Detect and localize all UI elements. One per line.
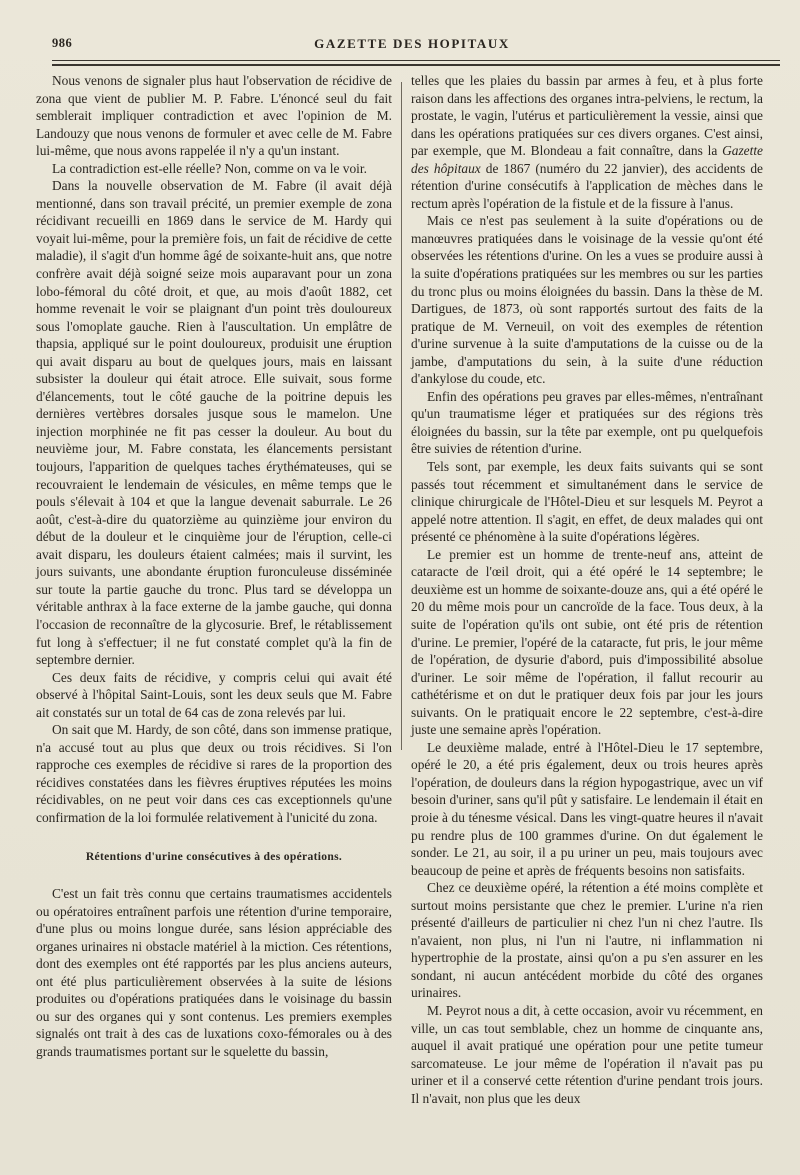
paragraph: Nous venons de signaler plus haut l'observation de récidive de zona que vient de publier M. P. Fabre. L'énoncé seul du fait semblerait impliquer contradiction et avec l'opinion de M. Landouzy que nous venons de formuler et avec celle de M. Fabre lui-même, que nous avons rappelée il n'y a qu'un instant. <box>36 73 392 159</box>
paragraph: Tels sont, par exemple, les deux faits suivants qui se sont passés tout récemment et simultanément dans le service de clinique chirurgicale de l'Hôtel-Dieu et sur lesquels M. Peyrot a appelé notre attention. Il s'agit, en effet, de deux malades qui ont présenté ce phénomène à la suite d'opérations légères. <box>411 459 763 545</box>
paragraph-text: de 1867 (numéro du 22 janvier), des accidents de rétention d'urine consécutifs à l'application de mèches dans le rectum après l'opération de la fistule et de la fissure à l'anus. <box>411 160 764 211</box>
journal-title: GAZETTE DES HOPITAUX <box>314 36 510 51</box>
paragraph: C'est un fait très connu que certains traumatismes accidentels ou opératoires entraînent parfois une rétention d'urine temporaire, d'une plus ou moins longue durée, sans lésion appréciable des organes urinaires ni obstacle matériel à la miction. Ces rétentions, dont des exemples ont été rapportés par les plus anciens auteurs, ont été plus particulièrement observées à la suite de lésions produites ou d'opérations pratiquées dans le voisinage du bassin ou sur des organes qui y sont contenus. Les premiers exemples signalés ont trait à des cas de luxations coxo-fémorales ou à des grands traumatismes portant sur le squelette du bassin, <box>36 886 392 1059</box>
paragraph: Le deuxième malade, entré à l'Hôtel-Dieu le 17 septembre, opéré le 20, a été pris également, deux ou trois heures après l'opération, de douleurs dans la région hypogastrique, avec un vif besoin d'uriner, sans qu'il pût y satisfaire. Le lendemain il était en proie à du ténesme vésical. Dans les vingt-quatre heures il n'avait pu rendre plus de 100 grammes d'urine. On dut également le sonder. Le 21, au soir, il a pu uriner un peu, mais toujours avec beaucoup de peine et après de fréquents besoins non satisfaits. <box>411 739 763 878</box>
section-heading: Rétentions d'urine consécutives à des opérations. <box>85 849 343 863</box>
journal-citation: Gazette des hôpitaux <box>411 143 763 176</box>
left-column <box>36 72 392 1061</box>
column-divider <box>401 82 402 750</box>
paragraph-continued <box>411 72 763 212</box>
paragraph: Ces deux faits de récidive, y compris celui qui avait été observé à l'hôpital Saint-Louis, sont les deux seuls que M. Fabre ait constatés sur un total de 64 cas de zona relevés par lui. <box>36 669 392 720</box>
paragraph: On sait que M. Hardy, de son côté, dans son immense pratique, n'a accusé tout au plus que deux ou trois récidives. Si l'on rapproche ces exemples de récidive si rares de la proportion des récidives constatées dans les fièvres éruptives réputées les moins récidivables, on ne peut voir dans ces cas exceptionnels qu'une confirmation de la loi formulée relativement à l'unicité du zona. <box>36 722 392 825</box>
paragraph: Mais ce n'est pas seulement à la suite d'opérations ou de manœuvres pratiquées dans le voisinage de la vessie qu'ont été observées les rétentions d'urine. On les a vues se produire aussi à la suite d'opérations pratiquées sur les membres ou sur les parties du tronc plus ou moins éloignées du bassin. Dans la thèse de M. Dartigues, de 1873, où sont rapportés surtout des faits de la pratique de M. Verneuil, on voit des exemples de rétention d'urine survenue à la suite d'amputations de la cuisse ou de la jambe, d'amputations du sein, à la suite d'une réduction d'ankylose du coude, etc. <box>411 213 763 387</box>
paragraph: M. Peyrot nous a dit, à cette occasion, avoir vu récemment, en ville, un cas tout semblable, chez un homme de cinquante ans, auquel il avait pratiqué une opération pour une petite tumeur sarcomateuse. Le jour même de l'opération il n'avait pas pu uriner et il a conservé cette rétention d'urine pendant trois jours. Il n'avait, non plus que les deux <box>411 1002 763 1106</box>
paragraph: La contradiction est-elle réelle? Non, comme on va le voir. <box>52 160 367 176</box>
paragraph: Dans la nouvelle observation de M. Fabre (il avait déjà mentionné, dans son travail précité, un premier exemple de zona récidivant recueilli en 1869 dans le service de M. Hardy qui voyait lui-même, pour la première fois, un fait de récidive de cette maladie), il s'agit d'un homme âgé de soixante-huit ans, que notre confrère avait déjà soigné seize mois auparavant pour un zona lobo-fémoral du côté droit, et que, au mois d'août 1882, cet homme revenait le voir se plaignant d'un point très douloureux sous l'omoplate gauche. Rien à l'auscultation. Un emplâtre de thapsia, appliqué sur le point douloureux, produisit une éruption qui avait disparu au bout de quelques jours, mais en laissant subsister la douleur qui était atroce. Elle suivait, sous forme d'élancements, tout le côté gauche de la poitrine depuis les dernières vertèbres dorsales jusque sous le mamelon. Une injection morphinée ne fit pas cesser la douleur. Au bout du neuvième jour, M. Fabre constata, les élancements persistant toujours, l'apparition de quelques taches érythémateuses, qui se recouvraient le lendemain de vésicules, en même temps que le pouls s'élevait à 104 et que la langue devenait saburrale. Le 26 août, c'est-à-dire du quatorzième au quinzième jour environ du début de la douleur et le cinquième jour de l'éruption, celle-ci avait disparu, les douleurs étaient calmées; mais il survint, les jours suivants, une abondante éruption furonculeuse disséminée sur toute la partie gauche du tronc. Plus tard se développa un véritable anthrax à la face externe de la jambe gauche, qui donna l'occasion de reconnaître de la glycosurie. Bref, le rétablissement fut long à s'effectuer; il ne fut constaté complet qu'à la fin de septembre dernier. <box>36 178 392 668</box>
page-header <box>52 36 772 54</box>
header-rule-top <box>52 60 780 61</box>
paragraph-text: telles que les plaies du bassin par armes à feu, et à plus forte raison dans les affections des organes intra-pelviens, le rectum, la prostate, le vagin, l'utérus et particulièrement la vessie, ainsi que dans les opérations pratiquées sur ces divers organes. C'est ainsi, par exemple, que M. Blondeau a fait connaître, dans la <box>411 73 763 159</box>
right-column <box>411 72 763 1107</box>
page-number: 986 <box>52 36 73 50</box>
paragraph: Chez ce deuxième opéré, la rétention a été moins complète et surtout moins persistante que chez le premier. L'urine n'a rien présenté d'ailleurs de particulier ni chez l'un ni chez l'autre. Ils n'avaient, non plus, ni l'un ni l'autre, ni inflammation ni hypertrophie de la prostate, ainsi qu'on a pu s'en assurer en les sondant, ni aucun antécédent morbide du côté des organes urinaires. <box>411 880 763 1001</box>
header-rule-bottom <box>52 64 780 66</box>
paragraph: Enfin des opérations peu graves par elles-mêmes, n'entraînant qu'un traumatisme léger et pratiquées sur des régions très éloignées du bassin, sur la tête par exemple, ont pu quelquefois être suivies de rétention d'urine. <box>411 388 763 457</box>
paragraph: Le premier est un homme de trente-neuf ans, atteint de cataracte de l'œil droit, qui a été opéré le 14 septembre; le deuxième est un homme de soixante-douze ans, qui a été opéré le 20 du même mois pour un cancroïde de la face. Tous deux, à la suite de l'opération qu'ils ont subie, ont été pris de rétention d'urine. Le premier, l'opéré de la cataracte, fut pris, le jour même de l'opération, de dysurie d'abord, puis d'impossibilité absolue d'uriner. Le soir même de l'opération, il fallut recourir au cathétérisme et on dut le pratiquer deux fois par jour les jours suivants. On le pratiquait encore le 22 septembre, c'est-à-dire juste une semaine après l'opération. <box>411 546 763 738</box>
